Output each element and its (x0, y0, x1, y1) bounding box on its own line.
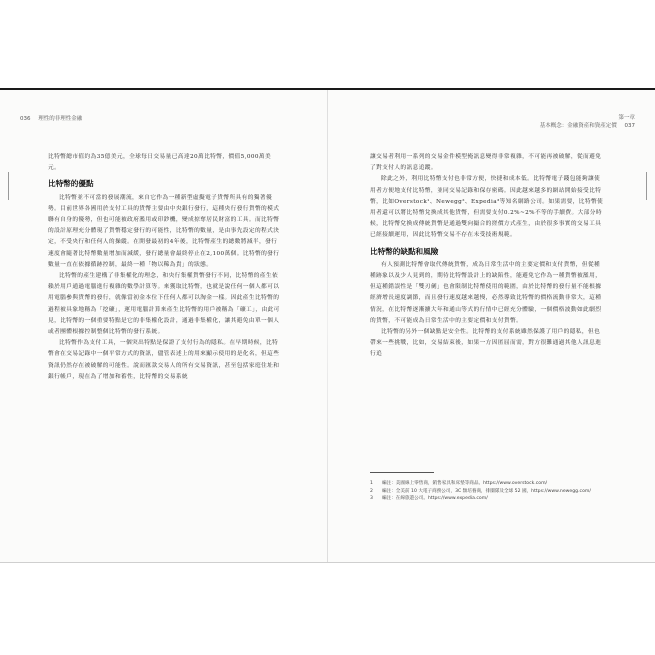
section-heading: 比特幣的優點 (48, 179, 94, 189)
footnote-number: 3 (370, 496, 373, 501)
body-paragraph: 讓交易者利用一系列的交易金件模型掩訊息變得非常複雜，不可能再被破解，從而避免了對支付人的訊息追蹤。 (370, 154, 602, 172)
footnote (370, 495, 608, 503)
body-paragraph: 比特幣作為支付工具，一個突出特點是保證了支付行為的隱私。在早期時候，比特幣會在交易記錄中一個平常方式的資訊，儘管表述上的用來顯示使用的是化名，但這些資訊仍然存在被破解的可能性。說而匯款交易人的所有交易資訊，甚至包括家庭住址和銀行帳戶，現在為了增加和蓄性，比特幣的交易系統 (48, 340, 280, 380)
footnote (370, 480, 608, 488)
right-page (328, 90, 655, 562)
body-paragraph: 有人預測比特幣會取代傳統貨幣，成為日常生活中的主要定價和支付貨幣，但從種種跡象以及少人見到的，期待比特幣設計上的缺陷性，能避免它作為一種貨幣被濫用，但這種錯誤性是「雙刃劍」也會限制比特幣使用的範圍，由於比特幣的發行量不能根據經濟增長速度調節，而且發行速度越來越慢，必然導致比特幣的價格流動非常大，這種情況，在比特幣逐漸擴大年和通山等式的行情中已經充分體驗，一個價格波動如此劇烈的貨幣，不可能成為日常生活中的主要定價和支付貨幣。 (370, 261, 602, 324)
body-paragraph: 比特幣並不可當的發展潮流，來自它作為一種新型虛擬電子貨幣所具有的獨著優勢。目前世界各國用於支付工具的貨幣主要由中央銀行發行，這種央行發行貨幣的模式聯有自身的優勢，但也可能被政府濫用或印鈔機，變成掠奪居民財富的工具。而比特幣的設計原理充分體現了貨幣穩定發行的可能性，比特幣的數量，是由事先設定的程式決定，不受央行和任何人的操縱。在開發最初的4年後，比特幣產生的總數將減半，發行速度會隨著比特幣數量增加而減緩，發行總量會最終停止在2,100萬個。比特幣的發行數量一直在依據循跡控制，最終一種「物以稀為貴」的狀態。 (48, 194, 280, 268)
body-paragraph: 除此之外，利用比特幣支付也非常方便，快捷和成本低。比特幣電子錢包能夠讓使用者方便地支付比特幣，並同交易記錄和保存密碼。因此越來越多的網站開始接受比特幣，比如Overstock¹、Newegg²、Expedia³等知名網路公司。如果需要，比特幣使用者還可以將比特幣兌換成其他貨幣，但需要支付0.2%~2%不等的手續費。大部分時候，比特幣兌換成傳統貨幣是通過雙向撮合的搓價方式產生，由於很多事實的交易工具已經接續運用，因此比特幣交易不存在未受技術規範。 (370, 176, 604, 239)
footnotes (370, 480, 608, 503)
left-page-body (48, 152, 282, 383)
footnote-number: 1 (370, 481, 373, 486)
footnote-text: 編注：全美前 10 大電子商務公司，3C 類培養商，排團隊及全球 52 國，https://www.newegg.com/ (382, 488, 591, 494)
running-header (20, 114, 82, 122)
book-bottom-edge (0, 562, 655, 563)
running-header (540, 114, 635, 130)
footnote-text: 編注：在線旅遊公司。https://www.expedia.com/ (382, 496, 488, 501)
footnote (370, 488, 608, 496)
body-paragraph: 比特幣總市值約為35億美元，全球每日交易量已高達20萬比特幣，價值5,000萬美元。 (48, 154, 272, 172)
page-number: 037 (624, 123, 635, 129)
page-number: 036 (20, 116, 31, 122)
right-page-body (370, 152, 604, 361)
footnote-number: 2 (370, 488, 373, 494)
book-title: 理性的非理性金融 (38, 116, 83, 122)
body-paragraph: 比特幣的產生建構了非集權化的理念，和央行集權貨幣發行不同，比特幣的產生依賴於用戶通過電腦進行複雜的數學計算等。來獲取比特幣，也就是說任何一個人都可以用電腦參與貨幣的發行，就像當初金本位下任何人都可以淘金一樣。因此產生比特幣的過程被具象地稱為「挖礦」，運用電腦計算來產生比特幣的用戶被稱為「礦工」，由此可見，比特幣的一個重要特點是它的非集權化設計，通過非集權化，讓其避免由單一個人或者團體根據控制整個比特幣的發行系統。 (48, 273, 280, 336)
body-paragraph: 比特幣的另外一個缺點是安全性。比特幣的支付系統雖然保護了用戶的隱私，但也帶來一些挑戰，比如，交易結束後，如果一方因匿屈而需，對方很難通過其他人訊息進行追 (370, 329, 602, 358)
chapter-label: 第一章 (618, 115, 635, 121)
page-thumb-mark (0, 172, 9, 200)
page-thumb-mark (646, 172, 655, 200)
section-heading: 比特幣的缺點和風險 (370, 246, 439, 256)
footnote-rule (370, 472, 434, 473)
chapter-title: 基本概念：金融資產和資產定價 (539, 123, 617, 129)
footnote-text: 編注：美國線上零售商，銷售家具和床墊等商品。https://www.overstock.com/ (382, 481, 548, 486)
left-page (0, 90, 327, 562)
